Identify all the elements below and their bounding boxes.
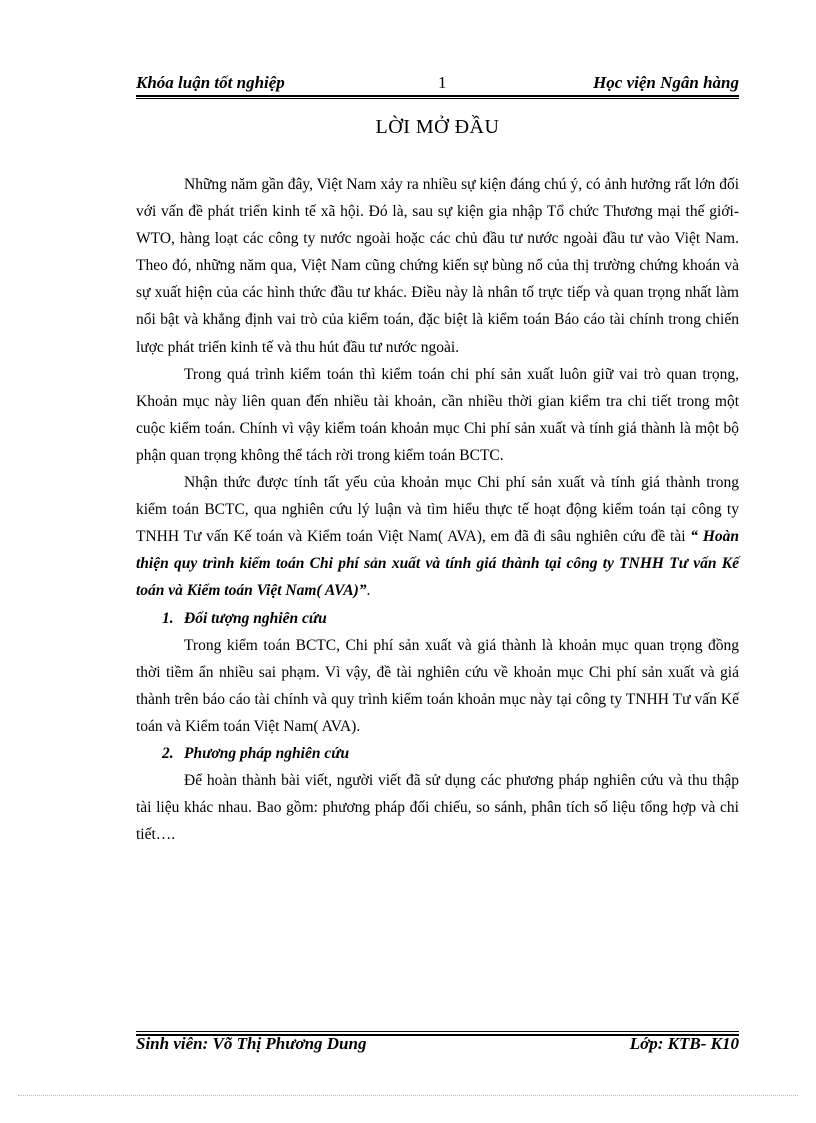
- section-1-number: 1.: [162, 609, 174, 627]
- header-thesis-label: Khóa luận tốt nghiệp: [136, 73, 285, 92]
- page-footer: [136, 1034, 739, 1058]
- page-boundary-line: [18, 1095, 798, 1096]
- footer-rule-thin: [136, 1031, 739, 1032]
- page-title: LỜI MỞ ĐẦU: [375, 116, 500, 138]
- section-1-text: Trong kiểm toán BCTC, Chi phí sản xuất và giá thành là khoản mục quan trọng đồng thời tiềm ẩn nhiều sai phạm. Vì vậy, đề tài nghiên cứu về khoản mục Chi phí sản xuất và giá thành trên báo cáo tài chính và quy trình kiểm toán khoản mục này tại công ty TNHH Tư vấn Kế toán và Kiểm toán Việt Nam( AVA).: [136, 636, 739, 735]
- page-number: 1: [438, 73, 447, 92]
- document-body: [136, 171, 739, 848]
- header-institution: Học viện Ngân hàng: [593, 73, 739, 92]
- paragraph-2: Trong quá trình kiểm toán thì kiểm toán chi phí sản xuất luôn giữ vai trò quan trọng, Khoản mục này liên quan đến nhiều tài khoản, cần nhiều thời gian kiểm tra chi tiết trong một cuộc kiểm toán. Chính vì vậy kiểm toán khoản mục Chi phí sản xuất và tính giá thành là một bộ phận quan trọng không thể tách rời trong kiểm toán BCTC.: [136, 365, 739, 464]
- section-1-heading: [136, 605, 739, 632]
- paragraph-3-text: Nhận thức được tính tất yếu của khoản mục Chi phí sản xuất và tính giá thành trong kiểm toán BCTC, qua nghiên cứu lý luận và tìm hiểu thực tế hoạt động kiểm toán tại công ty TNHH Tư vấn Kế toán và Kiểm toán Việt Nam( AVA), em đã đi sâu nghiên cứu đề tài: [136, 474, 739, 546]
- thesis-topic: “ Hoàn thiện quy trình kiểm toán Chi phí sản xuất và tính giá thành tại công ty TNHH Tư vấn Kế toán và Kiểm toán Việt Nam( AVA)”: [136, 528, 739, 600]
- paragraph-1: Những năm gần đây, Việt Nam xảy ra nhiều sự kiện đáng chú ý, có ảnh hưởng rất lớn đối với vấn đề phát triển kinh tế xã hội. Đó là, sau sự kiện gia nhập Tổ chức Thương mại thế giới- WTO, hàng loạt các công ty nước ngoài hoặc các chủ đầu tư nước ngoài đầu tư vào Việt Nam. Theo đó, những năm qua, Việt Nam cũng chứng kiến sự bùng nổ của thị trường chứng khoán và sự xuất hiện của các hình thức đầu tư khác. Điều này là nhân tố trực tiếp và quan trọng nhất làm nổi bật và khẳng định vai trò của kiểm toán, đặc biệt là kiểm toán Báo cáo tài chính trong chiến lược phát triển kinh tế và thu hút đầu tư nước ngoài.: [136, 176, 739, 356]
- section-2-heading: [136, 740, 739, 767]
- section-1-title: Đối tượng nghiên cứu: [184, 609, 327, 627]
- paragraph-3-end: .: [366, 582, 371, 600]
- section-2-text: Để hoàn thành bài viết, người viết đã sử dụng các phương pháp nghiên cứu và thu thập tài liệu khác nhau. Bao gồm: phương pháp đối chiếu, so sánh, phân tích số liệu tổng hợp và chi tiết….: [136, 772, 739, 844]
- section-2-number: 2.: [162, 744, 174, 762]
- paragraph-3: [136, 469, 739, 604]
- footer-class: Lớp: KTB- K10: [629, 1034, 739, 1053]
- footer-student: Sinh viên: Võ Thị Phương Dung: [136, 1034, 367, 1053]
- header-rule-thin: [136, 98, 739, 99]
- page-header: [136, 73, 739, 97]
- section-2-title: Phương pháp nghiên cứu: [184, 744, 350, 762]
- header-rule-thick: [136, 95, 739, 97]
